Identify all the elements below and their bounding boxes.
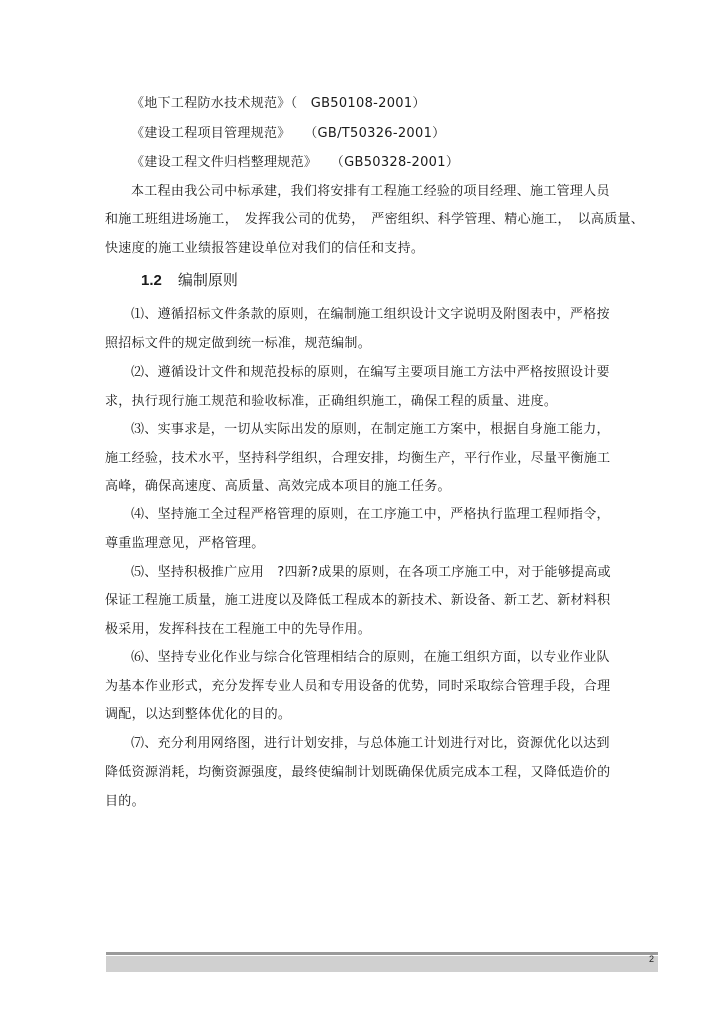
principle-line: ⑺、充分利用网络图，进行计划安排，与总体施工计划进行对比，资源优化以达到: [131, 736, 610, 751]
section-number: 1.2: [141, 272, 162, 289]
principle-line: 调配，以达到整体优化的目的。: [105, 707, 292, 722]
footer-bar: [106, 952, 658, 972]
reference-line: 《地下工程防水技术规范》（ GB50108-2001）: [131, 96, 426, 111]
principle-line: 目的。: [105, 794, 145, 809]
principle-line: 降低资源消耗，均衡资源强度，最终使编制计划既确保优质完成本工程，又降低造价的: [105, 765, 611, 780]
principle-line: ⑹、坚持专业化作业与综合化管理相结合的原则，在施工组织方面，以专业作业队: [131, 650, 610, 665]
principle-line: 为基本作业形式，充分发挥专业人员和专用设备的优势，同时采取综合管理手段，合理: [105, 679, 611, 694]
principle-line: 保证工程施工质量，施工进度以及降低工程成本的新技术、新设备、新工艺、新材料积: [105, 593, 611, 608]
intro-paragraph-line: 和施工班组进场施工， 发挥我公司的优势， 严密组织、科学管理、精心施工， 以高质量、: [105, 212, 645, 227]
principle-line: ⑴、遵循招标文件条款的原则，在编制施工组织设计文字说明及附图表中，严格按: [131, 307, 610, 322]
principle-line: 高峰，确保高速度、高质量、高效完成本项目的施工任务。: [105, 479, 451, 494]
intro-paragraph-line: 快速度的施工业绩报答建设单位对我们的信任和支持。: [105, 241, 425, 256]
principle-line: 施工经验，技术水平，坚持科学组织，合理安排，均衡生产，平行作业，尽量平衡施工: [105, 451, 611, 466]
reference-line: 《建设工程文件归档整理规范》 （GB50328-2001）: [131, 155, 460, 170]
principle-line: 求，执行现行施工规范和验收标准，正确组织施工，确保工程的质量、进度。: [105, 394, 558, 409]
section-heading: [141, 271, 238, 290]
principle-line: ⑵、遵循设计文件和规范投标的原则，在编写主要项目施工方法中严格按照设计要: [131, 365, 610, 380]
principle-line: ⑸、坚持积极推广应用 ?四新?成果的原则，在各项工序施工中，对于能够提高或: [131, 565, 611, 580]
intro-paragraph-line: 本工程由我公司中标承建，我们将安排有工程施工经验的项目经理、施工管理人员: [131, 184, 610, 199]
principle-line: 尊重监理意见，严格管理。: [105, 536, 265, 551]
page-number: 2: [648, 954, 654, 964]
principle-line: ⑷、坚持施工全过程严格管理的原则，在工序施工中，严格执行监理工程师指令，: [131, 507, 610, 522]
section-title: 编制原则: [177, 271, 238, 289]
principle-line: 照招标文件的规定做到统一标准，规范编制。: [105, 336, 372, 351]
reference-line: 《建设工程项目管理规范》 （GB/T50326-2001）: [131, 126, 446, 141]
principle-line: 极采用，发挥科技在工程施工中的先导作用。: [105, 622, 372, 637]
principle-line: ⑶、实事求是，一切从实际出发的原则，在制定施工方案中，根据自身施工能力，: [131, 422, 610, 437]
